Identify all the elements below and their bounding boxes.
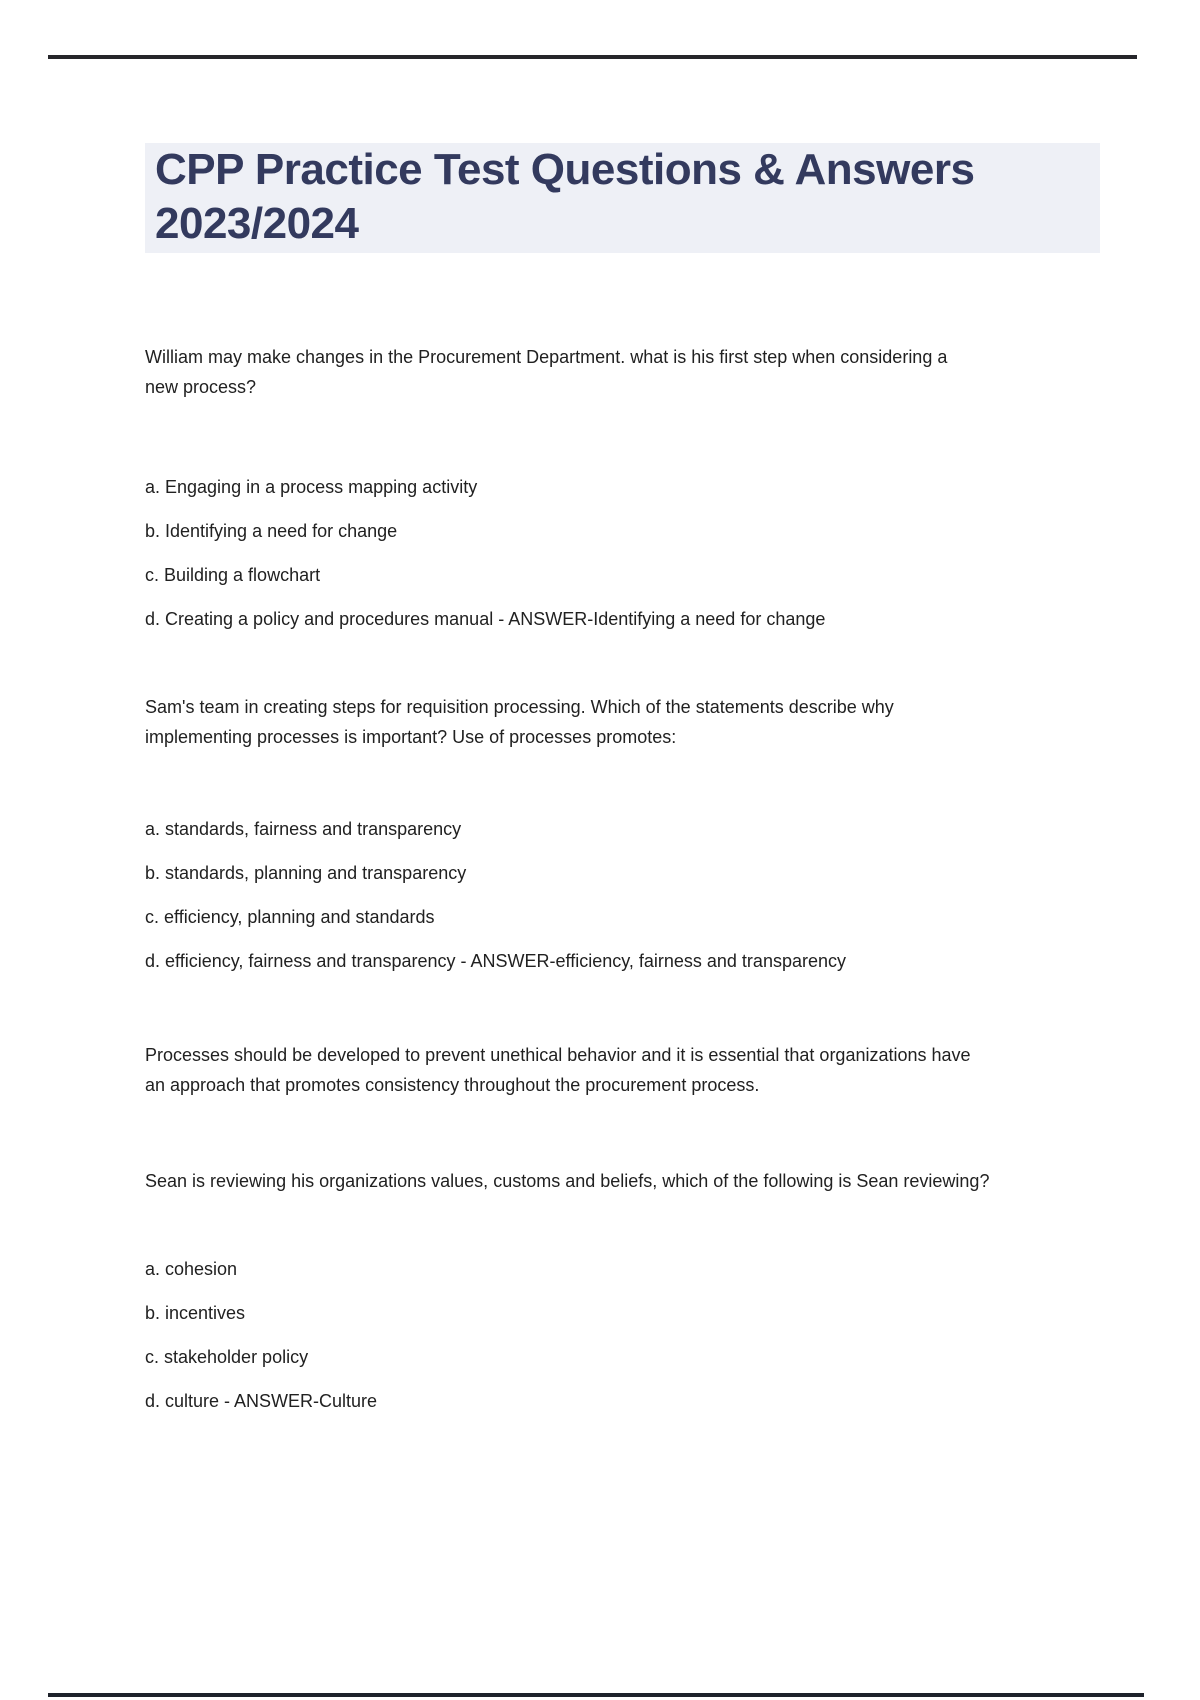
question-2-options <box>145 814 1155 976</box>
explanatory-paragraph-line-2: an approach that promotes consistency throughout the procurement process. <box>145 1075 760 1095</box>
question-1-options <box>145 472 1155 634</box>
question-3-option-d-with-answer: d. culture - ANSWER-Culture <box>145 1391 378 1411</box>
question-3-option-c: c. stakeholder policy <box>145 1347 309 1367</box>
page-title-line-2: 2023/2024 <box>155 199 359 248</box>
question-2-prompt-line-1: Sam's team in creating steps for requisition processing. Which of the statements describe why <box>145 697 894 717</box>
top-horizontal-rule <box>48 55 1137 59</box>
question-2-prompt <box>145 692 1155 752</box>
question-3-prompt-line-1: Sean is reviewing his organizations values, customs and beliefs, which of the following is Sean reviewing? <box>145 1171 990 1191</box>
page-title <box>145 143 1100 253</box>
question-2-prompt-line-2: implementing processes is important? Use of processes promotes: <box>145 727 677 747</box>
question-3-options <box>145 1254 1155 1416</box>
question-2-option-a: a. standards, fairness and transparency <box>145 819 462 839</box>
question-1-option-a: a. Engaging in a process mapping activity <box>145 477 478 497</box>
question-3-option-a: a. cohesion <box>145 1259 238 1279</box>
question-2-option-c: c. efficiency, planning and standards <box>145 907 435 927</box>
question-1-prompt <box>145 342 1155 402</box>
bottom-horizontal-rule <box>48 1693 1144 1697</box>
question-1-option-c: c. Building a flowchart <box>145 565 321 585</box>
question-1-option-d-with-answer: d. Creating a policy and procedures manual - ANSWER-Identifying a need for change <box>145 609 826 629</box>
question-2-option-d-with-answer: d. efficiency, fairness and transparency - ANSWER-efficiency, fairness and transparency <box>145 951 846 971</box>
question-1-prompt-line-1: William may make changes in the Procurement Department. what is his first step when considering a <box>145 347 948 367</box>
question-3-prompt <box>145 1166 1155 1196</box>
page-title-line-1: CPP Practice Test Questions & Answers <box>155 145 975 194</box>
question-1-prompt-line-2: new process? <box>145 377 257 397</box>
explanatory-paragraph-line-1: Processes should be developed to prevent unethical behavior and it is essential that organizations have <box>145 1045 971 1065</box>
question-1-option-b: b. Identifying a need for change <box>145 521 398 541</box>
explanatory-paragraph <box>145 1040 1155 1100</box>
question-2-option-b: b. standards, planning and transparency <box>145 863 467 883</box>
question-3-option-b: b. incentives <box>145 1303 246 1323</box>
